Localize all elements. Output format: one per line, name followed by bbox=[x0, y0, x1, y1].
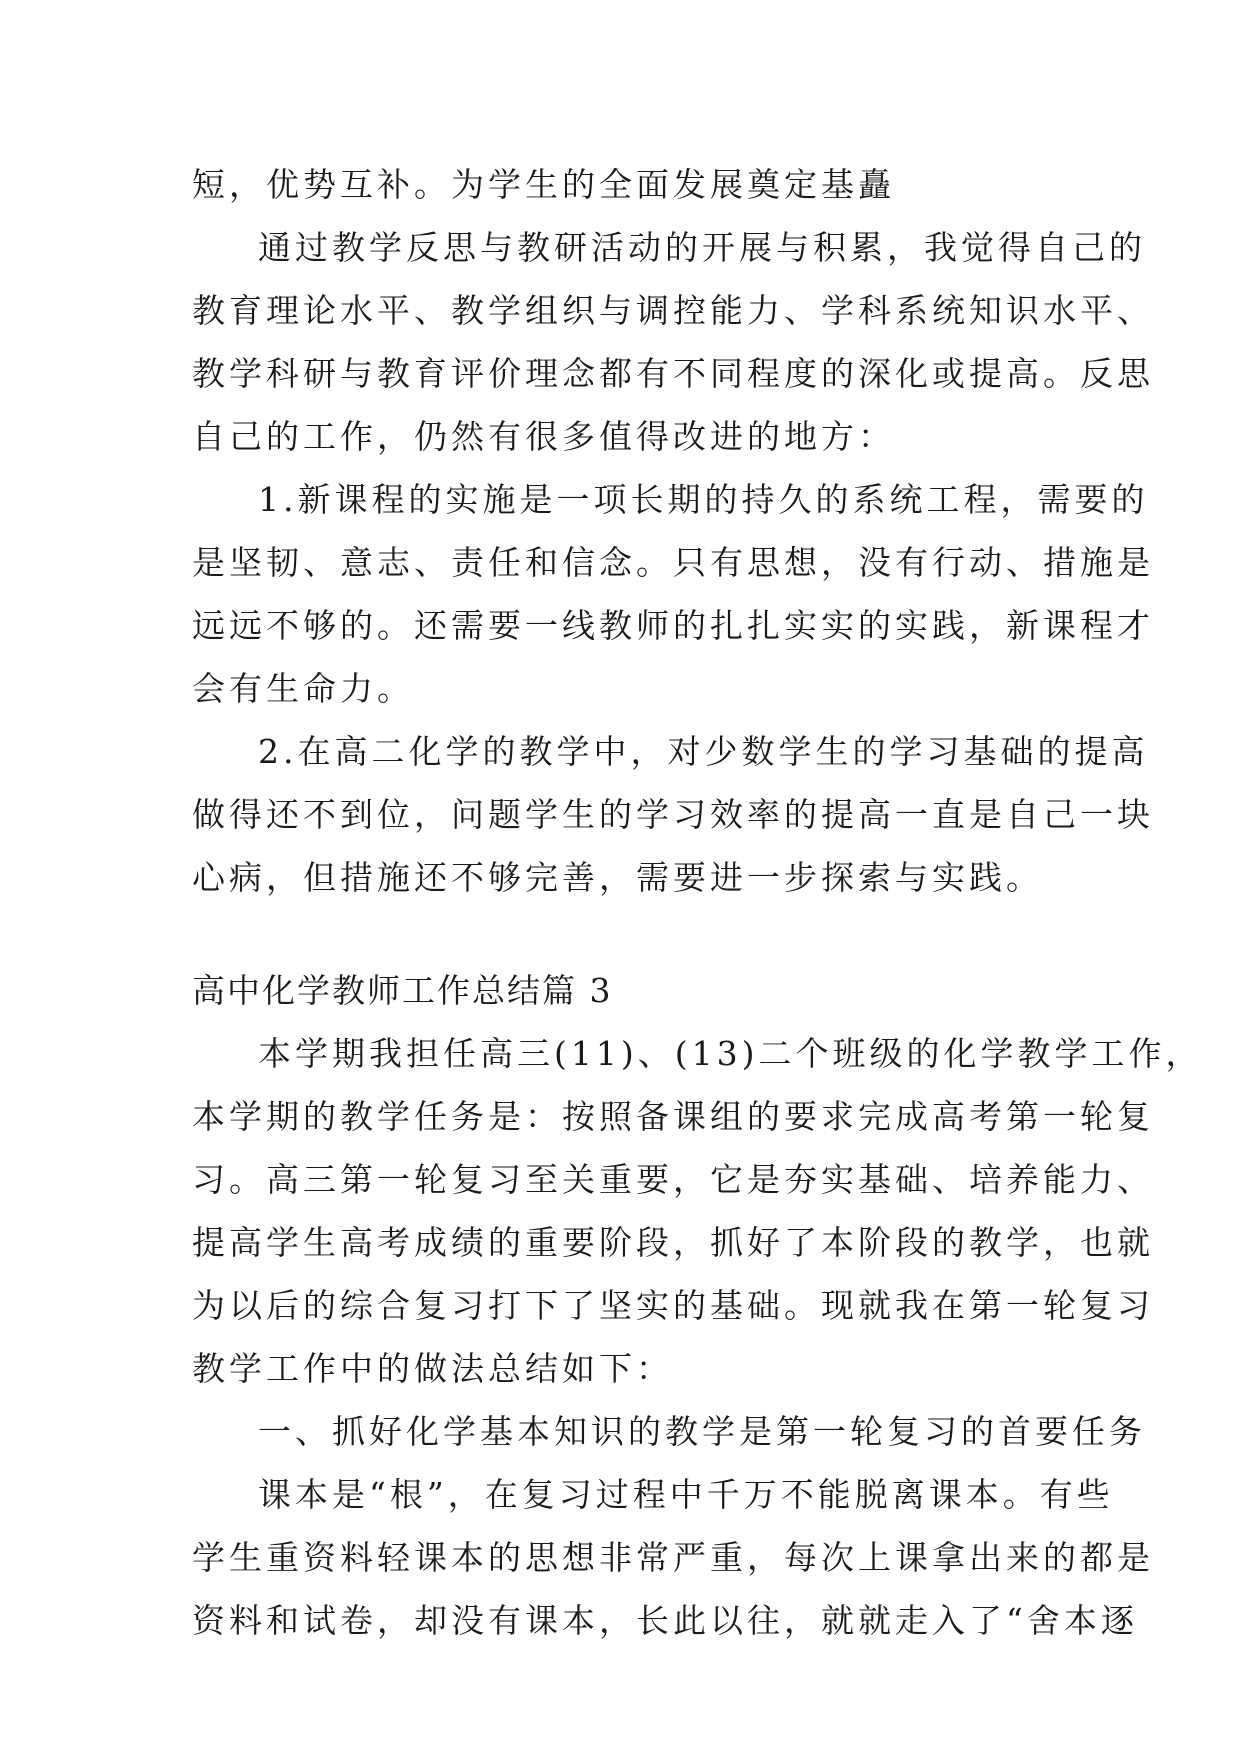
paragraph-line: 自己的工作，仍然有很多值得改进的地方： bbox=[192, 417, 895, 456]
list-item-line: 远远不够的。还需要一线教师的扎扎实实的实践，新课程才 bbox=[192, 606, 1154, 645]
list-item-line: 会有生命力。 bbox=[192, 669, 414, 708]
section-heading: 高中化学教师工作总结篇 3 bbox=[192, 971, 613, 1010]
paragraph-line: 通过教学反思与教研活动的开展与积累，我觉得自己的 bbox=[258, 228, 1146, 267]
list-item-line: 1.新课程的实施是一项长期的持久的系统工程，需要的 bbox=[258, 480, 1149, 519]
paragraph-line: 资料和试卷，却没有课本，长此以往，就就走入了“舍本逐 bbox=[192, 1601, 1138, 1640]
subsection-heading: 一、抓好化学基本知识的教学是第一轮复习的首要任务 bbox=[258, 1412, 1146, 1451]
list-item-line: 是坚韧、意志、责任和信念。只有思想，没有行动、措施是 bbox=[192, 543, 1154, 582]
paragraph-line: 教育理论水平、教学组织与调控能力、学科系统知识水平、 bbox=[192, 291, 1154, 330]
list-item-line: 心病，但措施还不够完善，需要进一步探索与实践。 bbox=[192, 858, 1043, 897]
paragraph-line: 教学科研与教育评价理念都有不同程度的深化或提高。反思 bbox=[192, 354, 1154, 393]
paragraph-line: 课本是“根”，在复习过程中千万不能脱离课本。有些 bbox=[258, 1475, 1114, 1514]
paragraph-line: 提高学生高考成绩的重要阶段，抓好了本阶段的教学，也就 bbox=[192, 1223, 1154, 1262]
list-item-line: 2.在高二化学的教学中，对少数学生的学习基础的提高 bbox=[258, 732, 1149, 771]
paragraph-line: 教学工作中的做法总结如下： bbox=[192, 1349, 673, 1388]
paragraph-line: 为以后的综合复习打下了坚实的基础。现就我在第一轮复习 bbox=[192, 1286, 1154, 1325]
paragraph-line: 学生重资料轻课本的思想非常严重，每次上课拿出来的都是 bbox=[192, 1538, 1154, 1577]
paragraph-line: 短，优势互补。为学生的全面发展奠定基矗 bbox=[192, 165, 895, 204]
paragraph-line: 本学期的教学任务是：按照备课组的要求完成高考第一轮复 bbox=[192, 1097, 1154, 1136]
paragraph-line: 习。高三第一轮复习至关重要，它是夯实基础、培养能力、 bbox=[192, 1160, 1154, 1199]
paragraph-line: 本学期我担任高三(11)、(13)二个班级的化学教学工作， bbox=[258, 1034, 1203, 1073]
list-item-line: 做得还不到位，问题学生的学习效率的提高一直是自己一块 bbox=[192, 795, 1154, 834]
